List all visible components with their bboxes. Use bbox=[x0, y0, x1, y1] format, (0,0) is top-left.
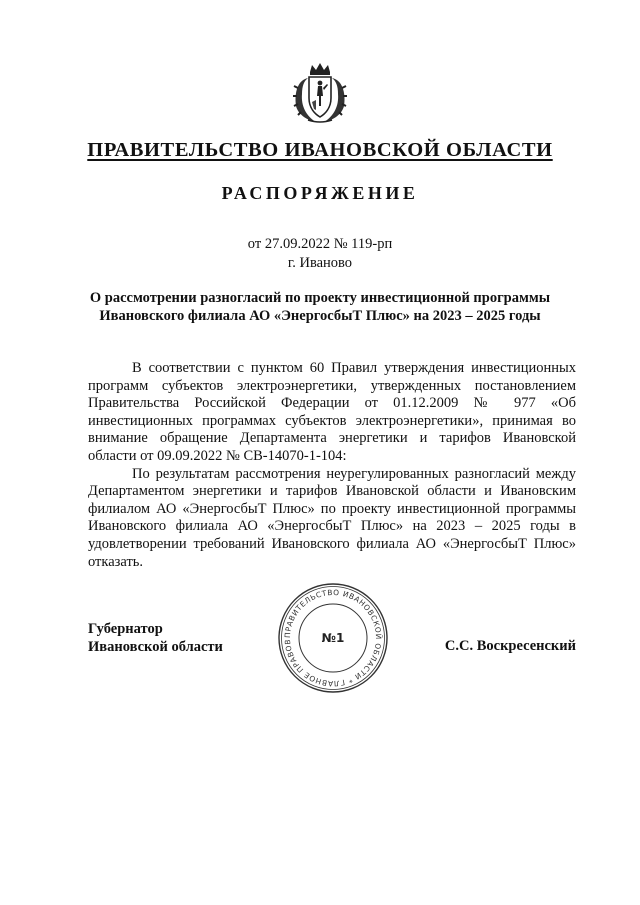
government-title: ПРАВИТЕЛЬСТВО ИВАНОВСКОЙ ОБЛАСТИ bbox=[87, 139, 553, 161]
coat-of-arms-icon bbox=[292, 62, 348, 124]
document-date-number: от 27.09.2022 № 119-рп bbox=[247, 236, 393, 252]
signatory-position bbox=[88, 620, 223, 656]
signatory-name: С.С. Воскресенский bbox=[444, 638, 576, 654]
official-stamp bbox=[277, 582, 389, 694]
body-paragraph: По результатам рассмотрения неурегулированных разногласий между Департаментом энергетики и тарифов Ивановской области и Ивановским филиалом АО «ЭнергосбыТ Плюс» по проекту инвестиционной программы Ивановского филиала АО «ЭнергосбыТ Плюс» на 2023 – 2025 годы в удовлетворении требований Ивановского филиала АО «ЭнергосбыТ Плюс» отказать. bbox=[88, 465, 576, 570]
document-subject bbox=[60, 289, 580, 325]
document-type: РАСПОРЯЖЕНИЕ bbox=[221, 183, 419, 203]
signatory-region: Ивановской области bbox=[88, 639, 223, 655]
stamp-number: №1 bbox=[321, 631, 345, 645]
document-body bbox=[88, 360, 576, 571]
stamp-ring-text: ПРАВИТЕЛЬСТВО ИВАНОВСКОЙ ОБЛАСТИ * ГЛАВНОЕ ПРАВОВ bbox=[282, 587, 384, 689]
subject-line: Ивановского филиала АО «ЭнергосбыТ Плюс» на 2023 – 2025 годы bbox=[99, 308, 541, 324]
document-city: г. Иваново bbox=[287, 255, 353, 271]
subject-line: О рассмотрении разногласий по проекту инвестиционной программы bbox=[89, 290, 551, 306]
signatory-title: Губернатор bbox=[88, 621, 163, 637]
body-paragraph: В соответствии с пунктом 60 Правил утверждения инвестиционных программ субъектов электроэнергетики, утвержденных постановлением Правительства Российской Федерации от 01.12.2009 № 977 «Об инвестиционных программах субъектов электроэнергетики», принимая во внимание обращение Департамента энергетики и тарифов Ивановской области от 09.09.2022 № СВ-14070-1-104: bbox=[88, 360, 576, 464]
